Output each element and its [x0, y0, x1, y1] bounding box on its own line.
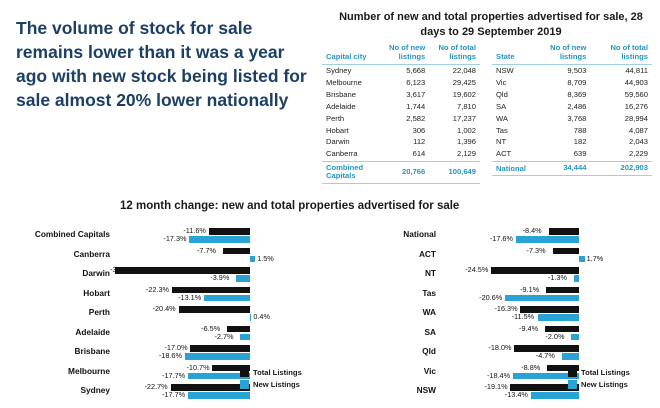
chart-bars [110, 265, 322, 285]
chart-bar-new [250, 314, 251, 321]
chart-bars [110, 246, 322, 266]
chart-value-label-total: -16.3% [494, 304, 518, 314]
cell-city-total: Combined Capitals [322, 161, 380, 183]
cell-state: ACT [496, 149, 512, 159]
chart-value-label-new: -4.7% [535, 351, 555, 361]
cell-new: 8,369 [567, 89, 587, 99]
chart-row [4, 304, 326, 324]
table-row [322, 149, 480, 161]
legend-item-new [568, 380, 630, 389]
chart-value-label-new: -11.5% [511, 312, 535, 322]
legend-swatch-total-icon [240, 368, 249, 377]
cell-new: 182 [573, 137, 587, 147]
cell-total: 22,048 [452, 66, 476, 76]
chart-bar-total [115, 267, 250, 274]
chart-bars [436, 226, 652, 246]
cell-new: 3,617 [406, 89, 426, 99]
chart-value-label-new: -18.6% [158, 351, 182, 361]
table-row [322, 77, 480, 89]
table-total-row [492, 161, 652, 176]
legend-item-new [240, 380, 302, 389]
cell-state: NSW [496, 66, 514, 76]
chart-value-label-total: -7.3% [526, 245, 546, 255]
cell-city: Melbourne [326, 77, 362, 87]
cell-new: 9,503 [567, 66, 587, 76]
chart-value-label-total: -10.7% [186, 362, 210, 372]
chart-bars [110, 304, 322, 324]
legend-label-new: New Listings [253, 380, 300, 389]
chart-category-label: Canberra [73, 248, 110, 259]
chart-category-label: Hobart [83, 287, 110, 298]
chart-value-label-total: -38.5% [110, 265, 134, 275]
cell-city: Perth [326, 113, 345, 123]
chart-value-label-total: -20.4% [152, 304, 176, 314]
chart-value-label-total: -17.0% [164, 343, 188, 353]
cell-total: 28,994 [624, 113, 648, 123]
table-header-row [492, 42, 652, 65]
chart-category-label: Qld [422, 346, 436, 356]
chart-value-label-total: -22.7% [144, 382, 168, 392]
cell-new: 306 [412, 125, 426, 135]
chart-value-label-new: -2.7% [214, 331, 234, 341]
chart-value-label-new: -17.6% [489, 234, 513, 244]
cell-total: 1,002 [456, 125, 476, 135]
table-row [492, 125, 652, 137]
chart-bar-new [516, 236, 579, 243]
column-header-total-listings: No of total listings [590, 42, 652, 65]
chart-row [330, 265, 656, 285]
chart-row [4, 324, 326, 344]
chart-value-label-total: -7.7% [196, 245, 217, 255]
chart-bar-new [189, 236, 250, 243]
chart-value-label-new: -2.0% [545, 331, 565, 341]
cell-city: Sydney [326, 66, 352, 76]
chart-bar-new [531, 392, 579, 399]
chart-category-label: Melbourne [68, 365, 110, 376]
chart-bar-new [574, 275, 579, 282]
legend-swatch-new-icon [568, 380, 577, 389]
cell-state: NT [496, 137, 507, 147]
table-row [492, 101, 652, 113]
cell-city: Hobart [326, 125, 349, 135]
cell-state: SA [496, 101, 507, 111]
legend-item-total [240, 368, 302, 377]
cell-city: Canberra [326, 149, 358, 159]
chart-category-label: Sydney [80, 385, 110, 395]
chart-row [330, 343, 656, 363]
cell-total: 7,810 [456, 101, 476, 111]
chart-value-label-total: -6.5% [201, 323, 221, 333]
states-table [492, 42, 652, 176]
legend-label-total: Total Listings [253, 368, 302, 377]
chart-value-label-total: -9.1% [520, 284, 540, 294]
cell-total: 19,602 [452, 89, 476, 99]
cell-total: 29,425 [452, 77, 476, 87]
cell-total: 1,396 [456, 137, 476, 147]
chart-bar-new [562, 353, 579, 360]
column-header-state: State [492, 42, 530, 65]
chart-legend-capitals [240, 368, 302, 392]
cell-total: 59,560 [624, 89, 648, 99]
table-row [492, 65, 652, 77]
chart-category-label: SA [424, 326, 436, 337]
chart-bar-total [223, 248, 250, 255]
chart-value-label-new: -1.3% [547, 273, 567, 283]
column-header-capital-city: Capital city [322, 42, 380, 65]
chart-bars [110, 324, 322, 344]
chart-value-label-total: -18.0% [488, 343, 512, 353]
chart-value-label-total: -24.5% [465, 265, 489, 275]
chart-bar-new [240, 334, 249, 341]
charts-title: 12 month change: new and total properties advertised for sale [120, 200, 460, 212]
cell-city: Darwin [326, 137, 350, 147]
chart-row [4, 246, 326, 266]
chart-value-label-new: -20.6% [479, 292, 503, 302]
chart-row [4, 265, 326, 285]
chart-value-label-new: 0.4% [253, 312, 270, 322]
chart-category-label: Combined Capitals [34, 229, 110, 239]
chart-value-label-new: -13.4% [504, 390, 528, 400]
chart-category-label: ACT [418, 248, 436, 259]
legend-swatch-total-icon [568, 368, 577, 377]
cell-state: Tas [496, 125, 508, 135]
chart-category-label: Perth [88, 307, 110, 317]
chart-bar-total [209, 228, 250, 235]
table-row [322, 113, 480, 125]
chart-legend-states [568, 368, 630, 392]
cell-new-total: 20,766 [380, 161, 430, 183]
table-total-row [322, 161, 480, 183]
chart-bar-new [185, 353, 250, 360]
legend-item-total [568, 368, 630, 377]
chart-bars [436, 304, 652, 324]
chart-bar-new [204, 295, 250, 302]
chart-value-label-total: -19.1% [484, 382, 508, 392]
chart-category-label: Adelaide [75, 326, 110, 337]
cell-total: 2,129 [456, 149, 476, 159]
cell-new-total: 34,444 [530, 161, 590, 176]
cell-new: 614 [412, 149, 426, 159]
cell-total-total: 100,649 [429, 161, 480, 183]
chart-bar-total [546, 287, 578, 294]
table-row [322, 101, 480, 113]
chart-bar-new [579, 256, 585, 263]
chart-bar-total [179, 306, 250, 313]
chart-value-label-total: -22.3% [145, 284, 170, 294]
chart-category-label: NSW [416, 385, 436, 395]
cell-new: 112 [413, 137, 426, 147]
cell-new: 639 [573, 149, 587, 159]
column-header-total-listings: No of total listings [429, 42, 480, 65]
chart-value-label-total: -11.6% [183, 226, 206, 236]
chart-value-label-total: -9.4% [519, 323, 539, 333]
table-row [492, 77, 652, 89]
chart-row [330, 285, 656, 305]
chart-row [4, 343, 326, 363]
chart-value-label-new: -17.3% [163, 234, 187, 244]
chart-value-label-new: -18.4% [486, 370, 511, 380]
capital-cities-table-body [322, 65, 480, 183]
chart-row [330, 226, 656, 246]
cell-new: 8,709 [567, 77, 587, 87]
chart-value-label-total: -8.8% [521, 362, 541, 372]
cell-new: 6,123 [406, 77, 426, 87]
chart-category-label: Darwin [82, 268, 110, 278]
chart-row [330, 324, 656, 344]
cell-total: 44,903 [624, 77, 648, 87]
chart-bar-total [549, 228, 579, 235]
cell-total: 44,811 [625, 66, 648, 76]
chart-row [330, 246, 656, 266]
cell-state: Vic [496, 77, 507, 87]
cell-total: 17,237 [452, 113, 476, 123]
column-header-new-listings: No of new listings [530, 42, 590, 65]
chart-bars [436, 246, 652, 266]
cell-new: 5,668 [406, 66, 426, 76]
cell-state: WA [496, 113, 508, 123]
tables-title: Number of new and total properties advertised for sale, 28 days to 29 September 2019 [339, 11, 643, 38]
table-row [322, 89, 480, 101]
chart-row [4, 226, 326, 246]
chart-value-label-new: -3.9% [210, 273, 230, 283]
cell-new: 1,744 [406, 101, 426, 111]
cell-state: Qld [496, 89, 508, 99]
cell-city: Brisbane [326, 89, 356, 99]
chart-category-label: Vic [423, 365, 436, 376]
chart-row [330, 304, 656, 324]
chart-bars [436, 324, 652, 344]
table-row [322, 65, 480, 77]
cell-state-total: National [492, 161, 530, 176]
cell-new: 2,486 [567, 101, 587, 111]
chart-bar-new [188, 392, 250, 399]
column-header-new-listings: No of new listings [380, 42, 430, 65]
table-row [492, 149, 652, 161]
cell-city: Adelaide [326, 101, 356, 111]
legend-label-new: New Listings [581, 380, 628, 389]
chart-bars [110, 226, 322, 246]
legend-label-total: Total Listings [581, 368, 630, 377]
table-row [492, 137, 652, 149]
chart-bars [436, 285, 652, 305]
chart-category-label: National [403, 229, 436, 239]
cell-total: 16,276 [624, 101, 648, 111]
table-header-row [322, 42, 480, 65]
chart-category-label: Brisbane [74, 346, 110, 356]
chart-bar-new [538, 314, 579, 321]
table-row [322, 125, 480, 137]
chart-bars [436, 343, 652, 363]
cell-new: 3,768 [567, 113, 587, 123]
chart-category-label: Tas [422, 287, 436, 298]
chart-category-label: NT [424, 268, 436, 278]
table-row [492, 89, 652, 101]
capital-cities-table [322, 42, 480, 184]
chart-value-label-total: -8.4% [522, 226, 542, 236]
chart-value-label-new: -17.7% [162, 370, 186, 380]
states-table-body [492, 65, 652, 176]
page-headline: The volume of stock for sale remains lower than it was a year ago with new stock being listed for sale almost 20% lower nationally [16, 18, 307, 111]
cell-new: 788 [573, 125, 587, 135]
cell-total: 4,087 [628, 125, 648, 135]
chart-bar-total [553, 248, 579, 255]
legend-swatch-new-icon [240, 380, 249, 389]
chart-value-label-new: -13.1% [178, 292, 202, 302]
chart-bars [110, 343, 322, 363]
chart-bar-new [236, 275, 250, 282]
table-row [492, 113, 652, 125]
table-row [322, 137, 480, 149]
chart-value-label-new: -17.7% [162, 390, 186, 400]
chart-row [4, 285, 326, 305]
chart-bar-new [505, 295, 578, 302]
cell-total: 2,043 [628, 137, 648, 147]
cell-total: 2,229 [628, 149, 648, 159]
cell-new: 2,582 [406, 113, 426, 123]
chart-bar-total [190, 345, 249, 352]
chart-value-label-new: 1.7% [586, 253, 604, 263]
chart-value-label-new: 1.5% [257, 253, 274, 263]
chart-bars [110, 285, 322, 305]
chart-bars [436, 265, 652, 285]
cell-total-total: 202,903 [590, 161, 652, 176]
chart-bar-new [250, 256, 255, 263]
chart-bar-new [571, 334, 578, 341]
chart-category-label: WA [422, 307, 436, 317]
